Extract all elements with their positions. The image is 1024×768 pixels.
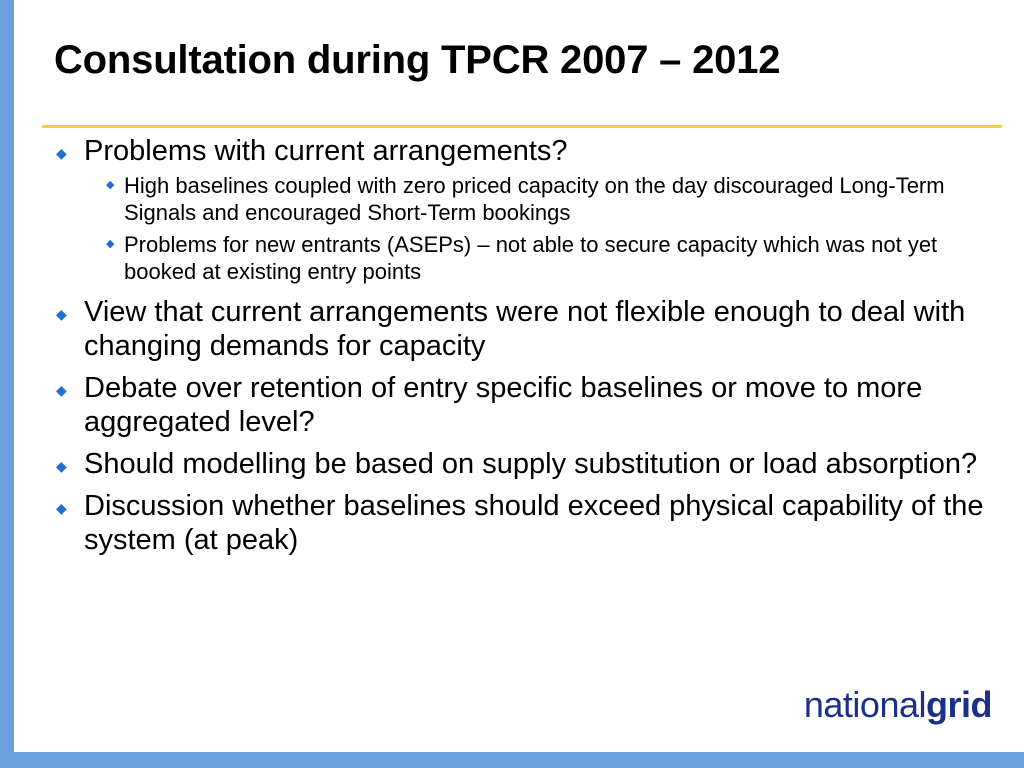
bullet-item xyxy=(0,447,989,481)
logo-text-grid: grid xyxy=(926,684,992,725)
diamond-bullet-icon: ◆ xyxy=(56,500,67,516)
diamond-bullet-icon: ◆ xyxy=(56,382,67,398)
logo-text-national: national xyxy=(803,684,926,725)
sub-bullet-text: Problems for new entrants (ASEPs) – not able to secure capacity which was not yet booked at existing entry points xyxy=(124,232,938,284)
sub-bullet-text: High baselines coupled with zero priced capacity on the day discouraged Long-Term Signals and encouraged Short-Term bookings xyxy=(124,173,945,225)
bullet-text: Problems with current arrangements? xyxy=(84,135,568,167)
diamond-bullet-icon: ◆ xyxy=(56,306,67,322)
bullet-text: Debate over retention of entry specific baselines or move to more aggregated level? xyxy=(84,372,923,438)
diamond-bullet-icon: ◆ xyxy=(106,179,115,191)
diamond-bullet-icon: ◆ xyxy=(56,458,67,474)
bullet-list xyxy=(0,134,1000,565)
national-grid-logo xyxy=(804,684,992,726)
sub-bullet-item xyxy=(0,231,974,285)
bullet-text: Discussion whether baselines should exceed physical capability of the system (at peak) xyxy=(84,490,984,556)
diamond-bullet-icon: ◆ xyxy=(106,238,115,250)
bullet-item xyxy=(0,134,989,168)
title-underline xyxy=(42,125,1002,128)
bullet-item xyxy=(0,371,989,439)
sub-bullet-item xyxy=(0,172,974,226)
bullet-text: View that current arrangements were not flexible enough to deal with changing demands for capacity xyxy=(84,296,966,362)
bullet-item xyxy=(0,489,989,557)
bottom-accent-bar xyxy=(0,752,1024,768)
slide-title: Consultation during TPCR 2007 – 2012 xyxy=(54,38,781,82)
bullet-item xyxy=(0,295,989,363)
bullet-text: Should modelling be based on supply substitution or load absorption? xyxy=(84,448,978,480)
diamond-bullet-icon: ◆ xyxy=(56,145,67,161)
